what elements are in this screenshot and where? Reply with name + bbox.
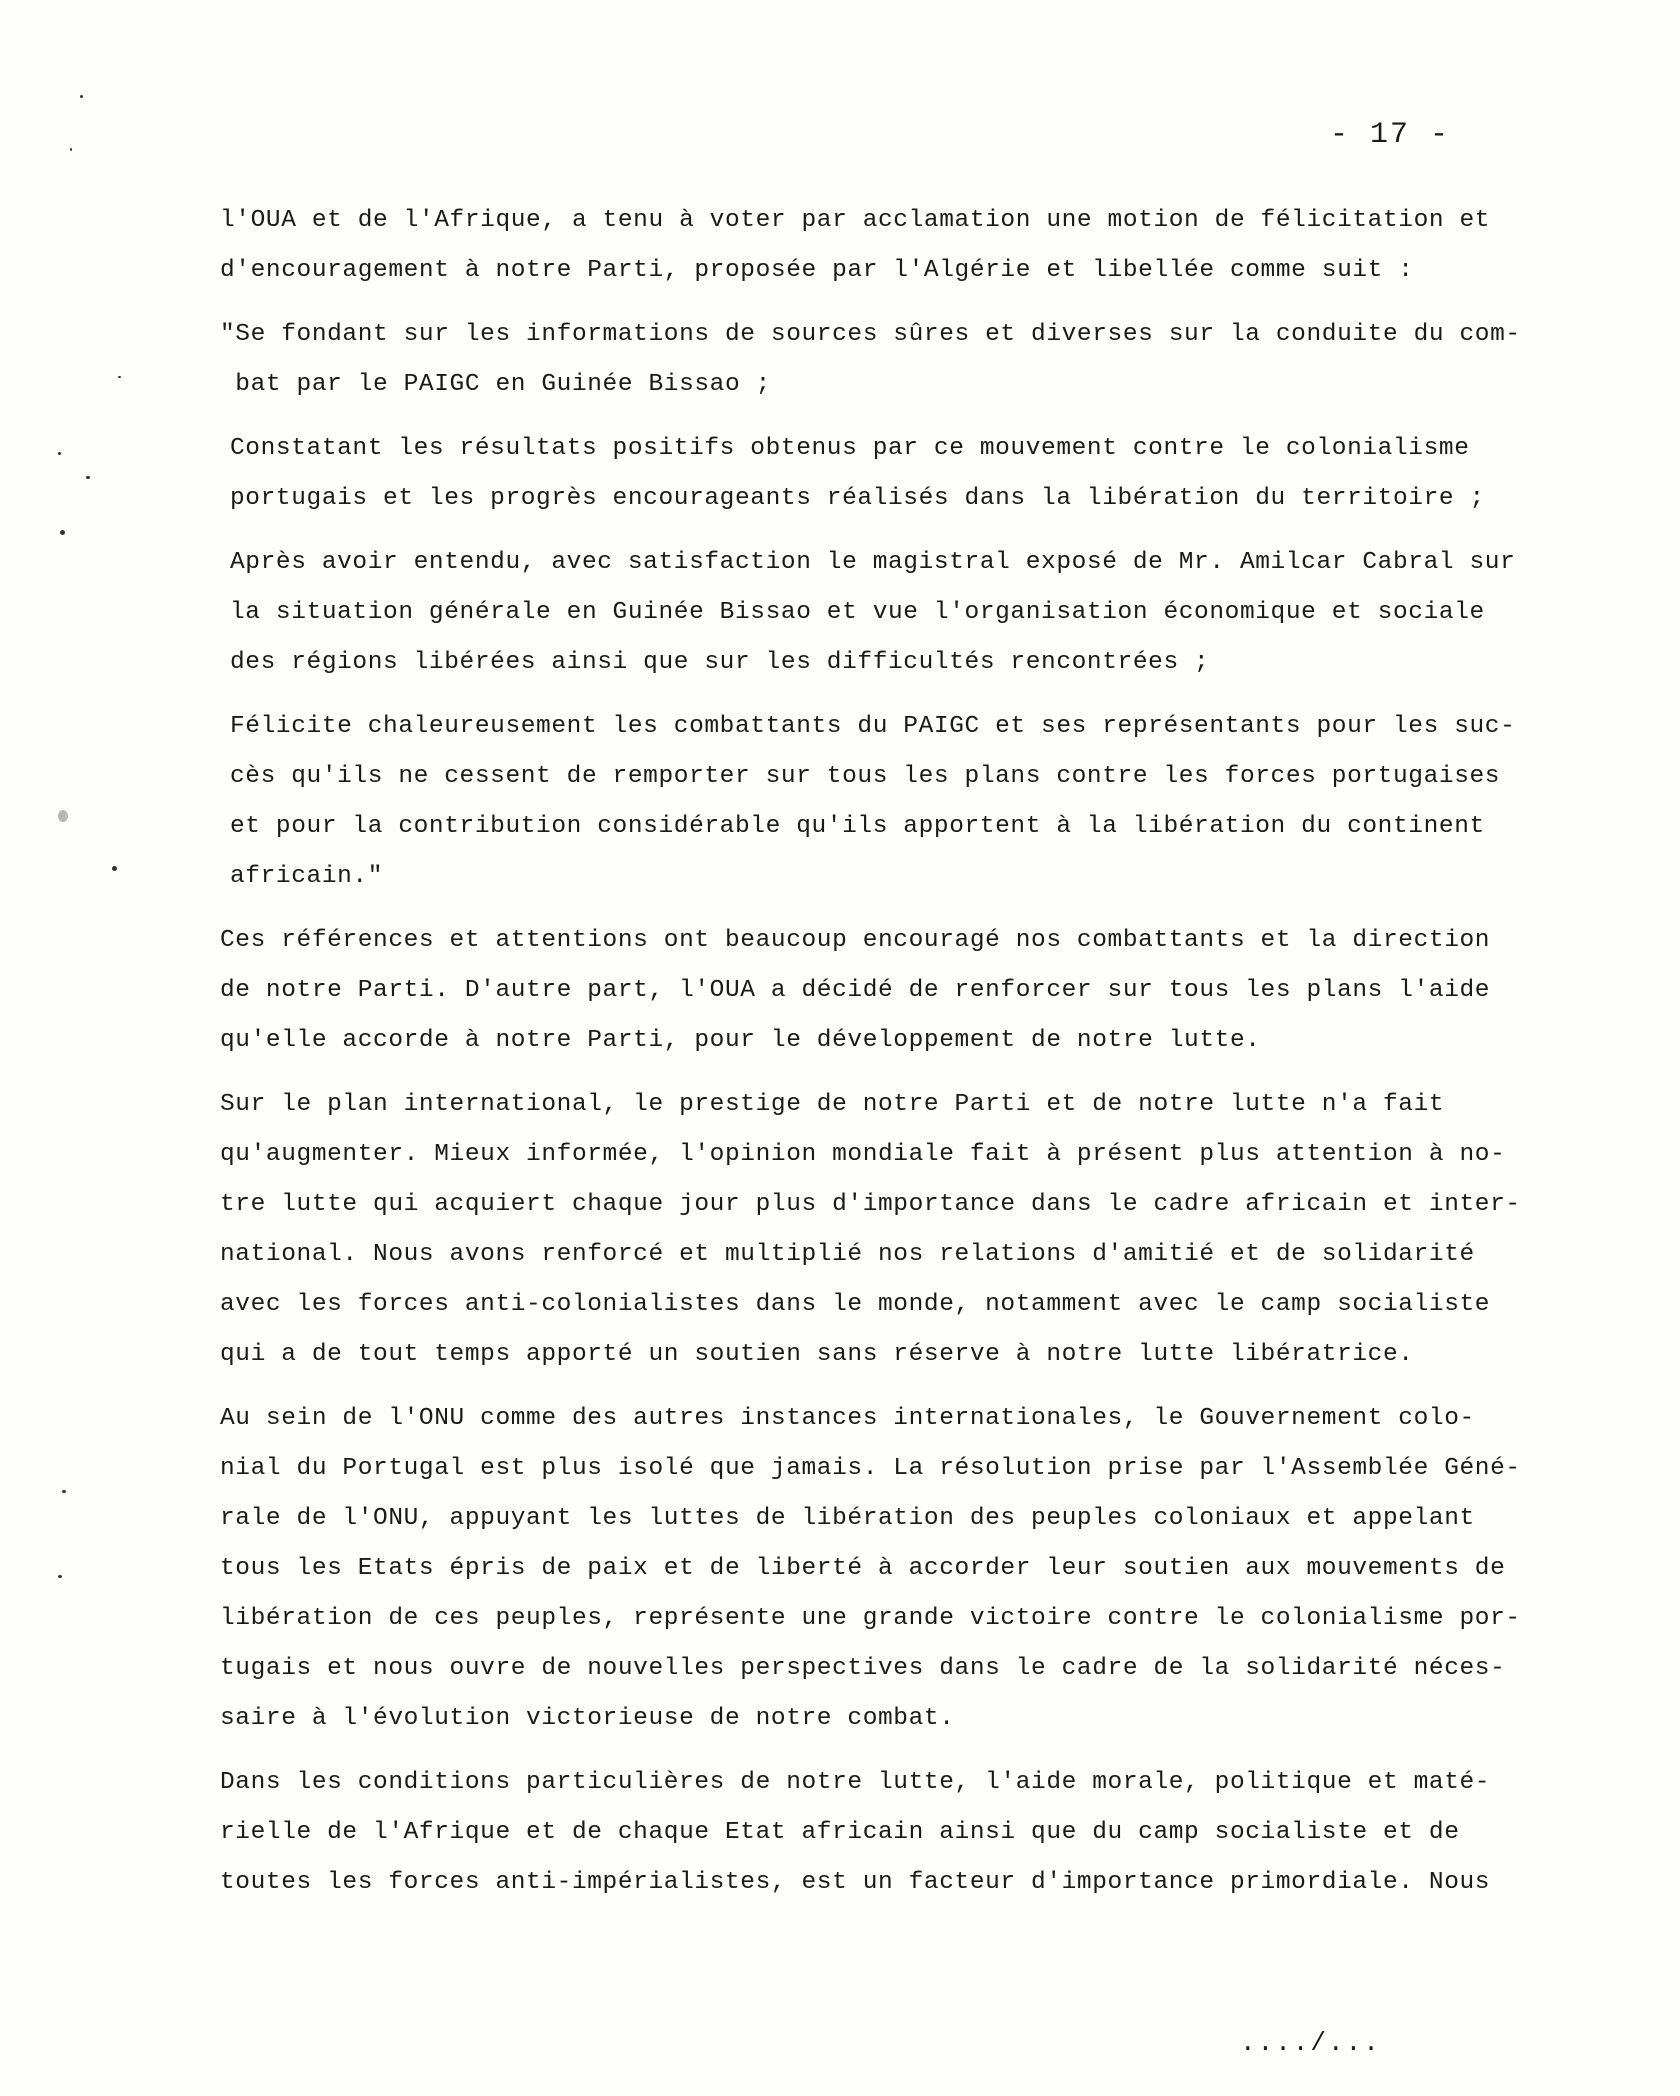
text-line: nial du Portugal est plus isolé que jamais. La résolution prise par l'Assemblée Géné-: [220, 1455, 1521, 1482]
text-line: des régions libérées ainsi que sur les difficultés rencontrées ;: [230, 649, 1210, 676]
text-line: tugais et nous ouvre de nouvelles perspectives dans le cadre de la solidarité néces-: [220, 1655, 1506, 1682]
scan-speck: [58, 452, 61, 455]
paragraph-gap: [220, 524, 1580, 538]
paragraph: [220, 196, 1580, 296]
paragraph-gap: [220, 410, 1580, 424]
page-number: - 17 -: [1330, 118, 1451, 152]
text-line: "Se fondant sur les informations de sources sûres et diverses sur la conduite du com-: [220, 321, 1521, 348]
text-line: Ces références et attentions ont beaucoup encouragé nos combattants et la direction: [220, 927, 1491, 954]
text-line: africain.": [230, 863, 384, 890]
scan-speck: [80, 95, 83, 98]
paragraph-gap: [220, 1066, 1580, 1080]
paragraph: [220, 424, 1580, 524]
text-line: Sur le plan international, le prestige de notre Parti et de notre lutte n'a fait: [220, 1091, 1445, 1118]
text-line: et pour la contribution considérable qu'ils apportent à la libération du continent: [230, 813, 1485, 840]
scan-speck: [62, 1490, 66, 1493]
text-line: Au sein de l'ONU comme des autres instances internationales, le Gouvernement colo-: [220, 1405, 1475, 1432]
text-line: Après avoir entendu, avec satisfaction le magistral exposé de Mr. Amilcar Cabral sur: [230, 549, 1516, 576]
paragraph: [220, 1758, 1580, 1908]
scan-speck: [118, 376, 121, 378]
paragraph: [220, 538, 1580, 688]
text-line: qu'augmenter. Mieux informée, l'opinion mondiale fait à présent plus attention à no-: [220, 1141, 1506, 1168]
text-line: la situation générale en Guinée Bissao et vue l'organisation économique et sociale: [230, 599, 1485, 626]
text-line: Félicite chaleureusement les combattants du PAIGC et ses représentants pour les suc-: [230, 713, 1516, 740]
text-line: tous les Etats épris de paix et de liberté à accorder leur soutien aux mouvements de: [220, 1555, 1506, 1582]
text-line: saire à l'évolution victorieuse de notre combat.: [220, 1705, 955, 1732]
paragraph-gap: [220, 688, 1580, 702]
text-line: rielle de l'Afrique et de chaque Etat africain ainsi que du camp socialiste et de: [220, 1819, 1460, 1846]
text-line: Dans les conditions particulières de notre lutte, l'aide morale, politique et maté-: [220, 1769, 1491, 1796]
scan-speck: [58, 810, 68, 822]
paragraph: [220, 1394, 1580, 1744]
paragraph-gap: [220, 296, 1580, 310]
text-line: national. Nous avons renforcé et multiplié nos relations d'amitié et de solidarité: [220, 1241, 1475, 1268]
text-line: qu'elle accorde à notre Parti, pour le développement de notre lutte.: [220, 1027, 1261, 1054]
paragraph-gap: [220, 902, 1580, 916]
text-line: rale de l'ONU, appuyant les luttes de libération des peuples coloniaux et appelant: [220, 1505, 1475, 1532]
scan-speck: [112, 866, 117, 871]
paragraph-gap: [220, 1380, 1580, 1394]
text-line: l'OUA et de l'Afrique, a tenu à voter par acclamation une motion de félicitation et: [220, 207, 1491, 234]
scan-speck: [58, 1575, 62, 1578]
paragraph: [220, 310, 1580, 410]
body-text: [220, 196, 1580, 1908]
text-line: qui a de tout temps apporté un soutien sans réserve à notre lutte libératrice.: [220, 1341, 1414, 1368]
text-line: libération de ces peuples, représente une grande victoire contre le colonialisme por-: [220, 1605, 1521, 1632]
continuation-mark: ..../...: [1240, 2028, 1381, 2058]
text-line: bat par le PAIGC en Guinée Bissao ;: [220, 371, 771, 398]
scan-speck: [70, 148, 72, 151]
text-line: d'encouragement à notre Parti, proposée par l'Algérie et libellée comme suit :: [220, 257, 1414, 284]
paragraph: [220, 1080, 1580, 1380]
paragraph-gap: [220, 1744, 1580, 1758]
text-line: Constatant les résultats positifs obtenus par ce mouvement contre le colonialisme: [230, 435, 1470, 462]
text-line: portugais et les progrès encourageants réalisés dans la libération du territoire ;: [230, 485, 1485, 512]
text-line: avec les forces anti-colonialistes dans le monde, notamment avec le camp socialiste: [220, 1291, 1491, 1318]
paragraph: [220, 702, 1580, 902]
scan-speck: [60, 530, 65, 535]
text-line: tre lutte qui acquiert chaque jour plus d'importance dans le cadre africain et inter-: [220, 1191, 1521, 1218]
text-line: cès qu'ils ne cessent de remporter sur tous les plans contre les forces portugaises: [230, 763, 1501, 790]
text-line: de notre Parti. D'autre part, l'OUA a décidé de renforcer sur tous les plans l'aide: [220, 977, 1491, 1004]
text-line: toutes les forces anti-impérialistes, est un facteur d'importance primordiale. Nous: [220, 1869, 1491, 1896]
paragraph: [220, 916, 1580, 1066]
scan-speck: [86, 476, 90, 479]
